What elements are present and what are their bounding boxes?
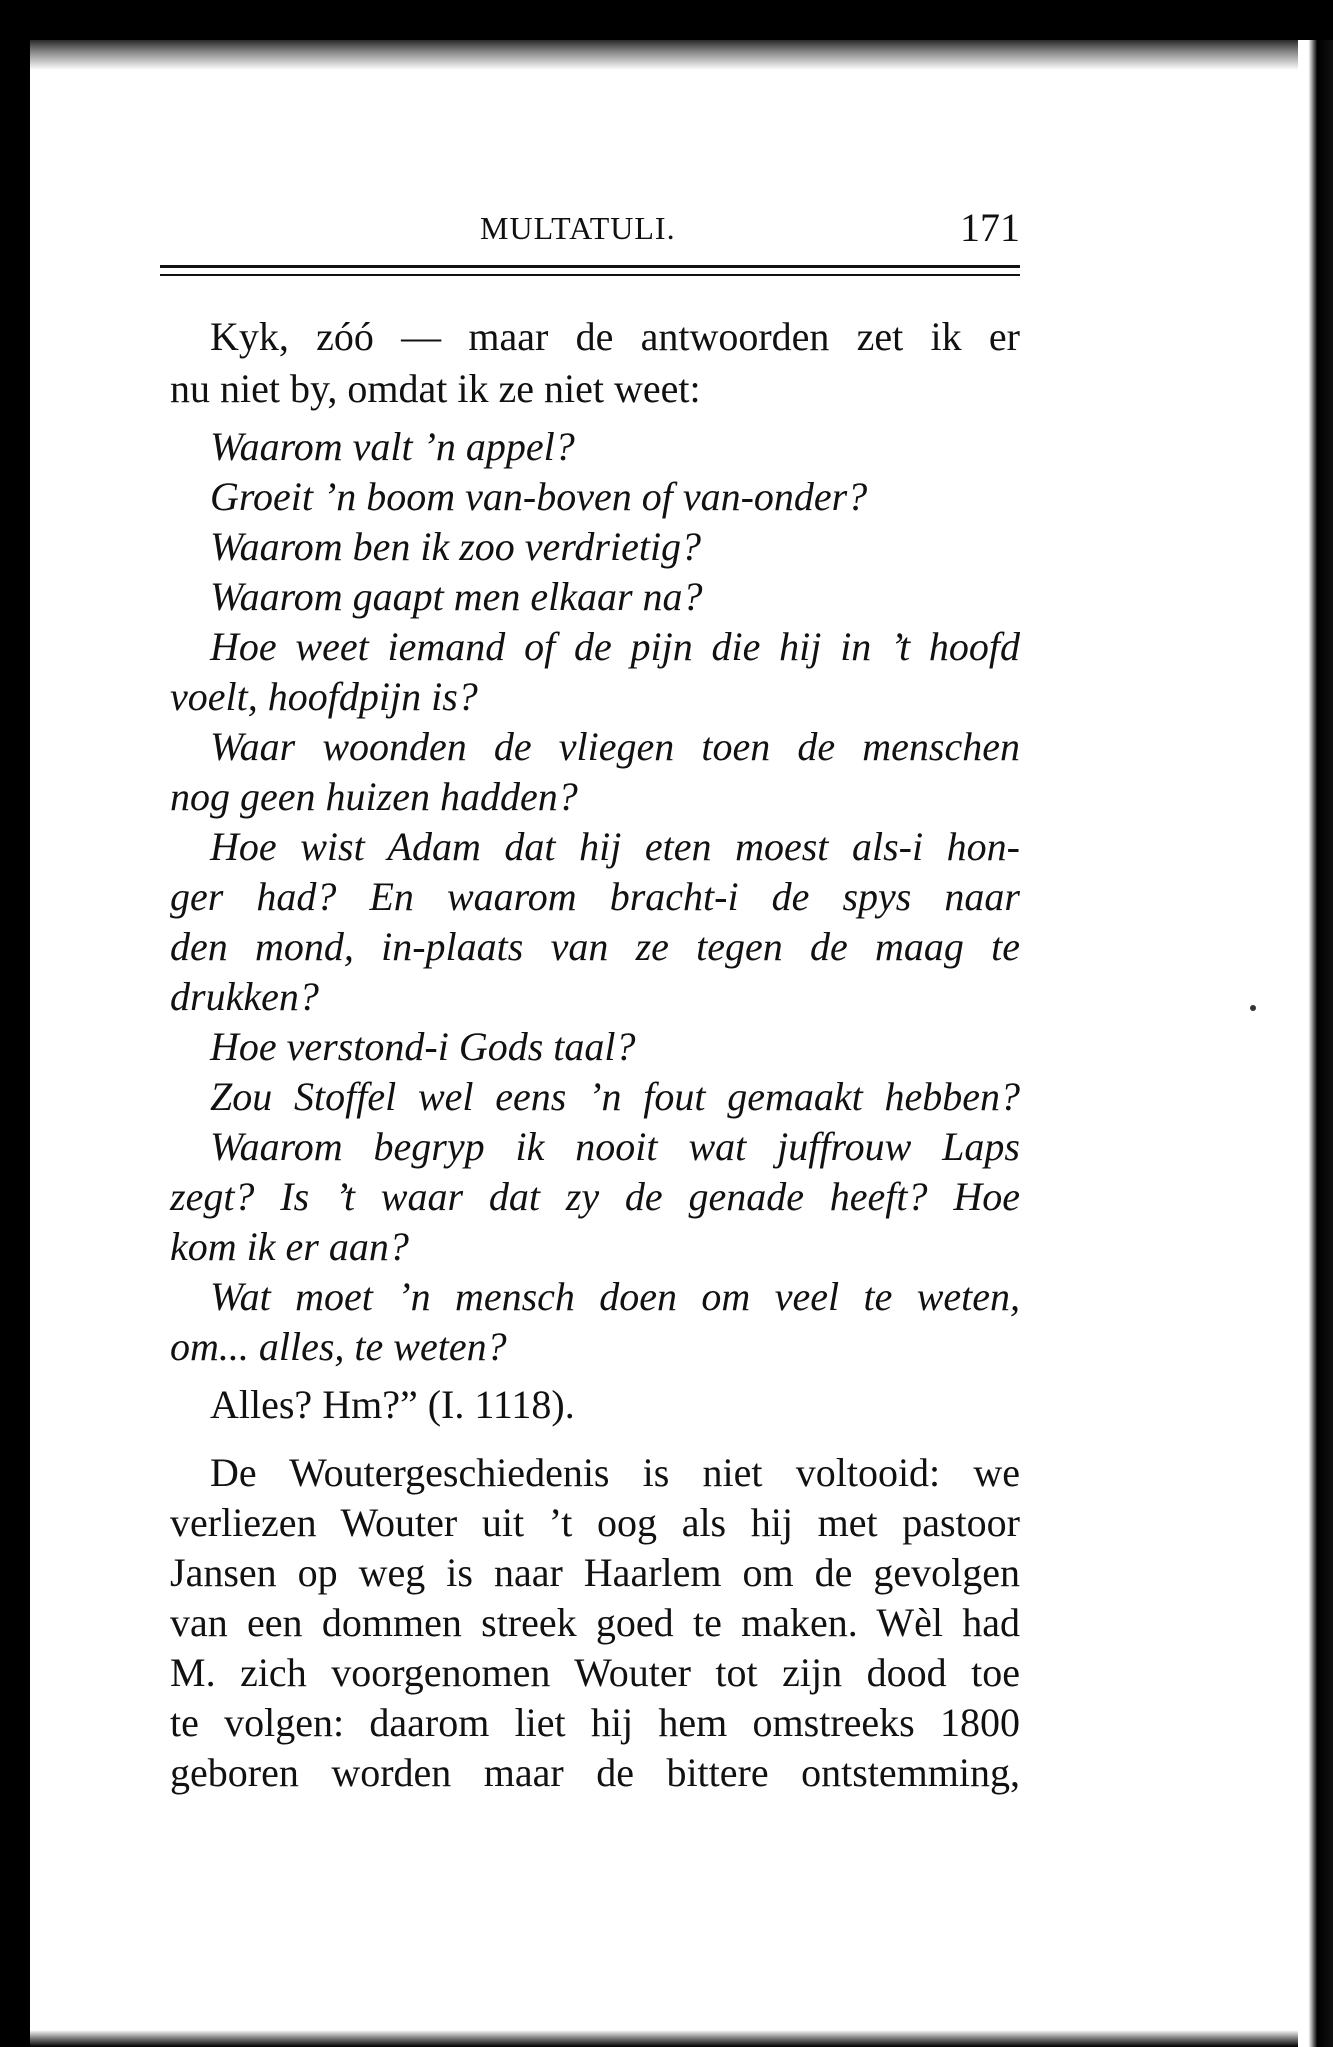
question-line: Waarom ben ik zoo verdrietig?	[210, 524, 702, 569]
question-line: Waar woonden de vliegen toen de menschen	[210, 724, 1020, 769]
question-line: Wat moet ’n mensch doen om veel te weten,	[210, 1274, 1020, 1319]
text-line: Alles? Hm?” (I. 1118).	[210, 1382, 575, 1427]
text-line: nu niet by, omdat ik ze niet weet:	[170, 366, 701, 411]
paragraph-line: verliezen Wouter uit ’t oog als hij met pastoor	[170, 1500, 1020, 1545]
question-line: Hoe verstond-i Gods taal?	[210, 1024, 636, 1069]
page-number: 171	[960, 205, 1020, 250]
question-line: Waarom begryp ik nooit wat juffrouw Laps	[210, 1124, 1020, 1169]
page-header	[160, 200, 1020, 250]
paragraph-line: geboren worden maar de bittere ontstemming,	[170, 1750, 1020, 1795]
scan-speck	[1250, 1005, 1256, 1011]
book-spine-edge	[1298, 40, 1333, 2047]
running-title: MULTATULI.	[480, 210, 676, 246]
question-line: drukken?	[170, 974, 319, 1019]
text-line: Kyk, zóó — maar de antwoorden zet ik er	[210, 314, 1020, 359]
question-line: Waarom gaapt men elkaar na?	[210, 574, 703, 619]
page-bottom-edge	[30, 2030, 1298, 2047]
question-line: Hoe weet iemand of de pijn die hij in ’t hoofd	[210, 624, 1020, 669]
question-line: kom ik er aan?	[170, 1224, 409, 1269]
question-line: Hoe wist Adam dat hij eten moest als-i hon-	[210, 824, 1020, 869]
question-line: nog geen huizen hadden?	[170, 774, 578, 819]
question-line: Waarom valt ’n appel?	[210, 424, 575, 469]
paragraph-line: M. zich voorgenomen Wouter tot zijn dood toe	[170, 1650, 1020, 1695]
page-top-edge	[30, 40, 1298, 70]
paragraph-line: van een dommen streek goed te maken. Wèl had	[170, 1600, 1020, 1645]
paragraph-line: Jansen op weg is naar Haarlem om de gevolgen	[170, 1550, 1020, 1595]
header-rule-bottom	[160, 274, 1020, 276]
header-rule-top	[160, 265, 1020, 268]
question-line: ger had? En waarom bracht-i de spys naar	[170, 874, 1020, 919]
paragraph-line: De Woutergeschiedenis is niet voltooid: we	[210, 1450, 1020, 1495]
question-line: Zou Stoffel wel eens ’n fout gemaakt hebben?	[210, 1074, 1020, 1119]
question-line: Groeit ’n boom van-boven of van-onder?	[210, 474, 868, 519]
question-line: voelt, hoofdpijn is?	[170, 674, 478, 719]
question-line: om... alles, te weten?	[170, 1324, 507, 1369]
question-line: zegt? Is ’t waar dat zy de genade heeft? Hoe	[170, 1174, 1020, 1219]
question-line: den mond, in-plaats van ze tegen de maag te	[170, 924, 1020, 969]
paragraph-line: te volgen: daarom liet hij hem omstreeks 1800	[170, 1700, 1020, 1745]
